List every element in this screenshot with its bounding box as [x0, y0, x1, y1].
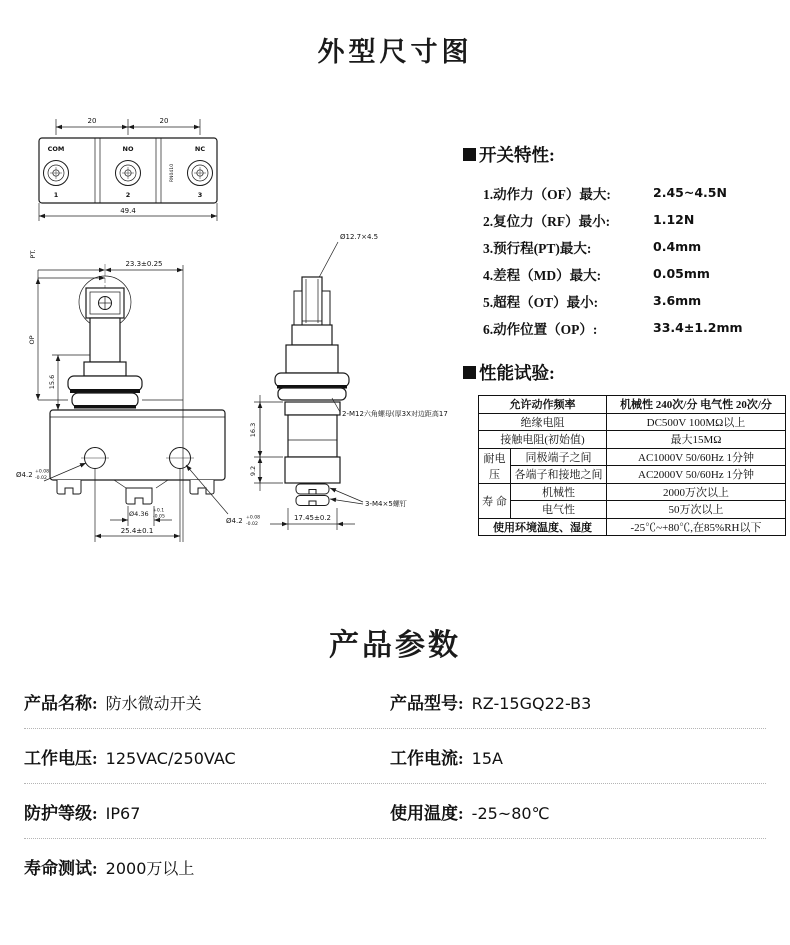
dim-upper-height: 16.3: [249, 422, 257, 438]
table-row: [24, 674, 766, 729]
perf-value: DC500V 100MΩ以上: [607, 413, 786, 431]
front-view-drawing: [240, 225, 475, 545]
page-title: 外型尺寸图: [317, 37, 473, 67]
list-item: [483, 314, 790, 341]
list-item: [483, 287, 790, 314]
param-label: 工作电压:: [24, 748, 98, 768]
table-row: [479, 501, 786, 519]
note-screws: 3-M4×5螺钉: [365, 500, 407, 508]
char-value: 2.45~4.5N: [653, 185, 727, 200]
param-pair: [24, 689, 390, 714]
perf-value: -25℃~+80℃,在85%RH以下: [607, 518, 786, 536]
perf-label: 允许动作频率: [479, 396, 607, 414]
table-row: [479, 396, 786, 414]
perf-group: 耐电压: [479, 448, 511, 483]
table-row: [24, 784, 766, 839]
param-pair: [390, 744, 503, 769]
dim-pitch-left: 20: [87, 117, 97, 125]
side-view-drawing: [10, 236, 268, 548]
perf-value: AC2000V 50/60Hz 1分钟: [607, 466, 786, 484]
char-label: 5.超程（OT）最小:: [483, 294, 599, 310]
parameters-list: [24, 674, 766, 893]
char-label: 6.动作位置（OP）:: [483, 321, 598, 337]
terminal-top-view-drawing: [20, 103, 240, 230]
param-value: -25~80℃: [471, 803, 550, 823]
char-label: 1.动作力（OF）最大:: [483, 186, 611, 202]
terminal-number: 2: [125, 191, 131, 199]
perf-sublabel: 同极端子之间: [511, 448, 607, 466]
perf-value: AC1000V 50/60Hz 1分钟: [607, 448, 786, 466]
perf-sublabel: 各端子和接地之间: [511, 466, 607, 484]
perf-label: 使用环境温度、湿度: [479, 518, 607, 536]
dim-lower-height: 9.2: [249, 465, 257, 477]
characteristics-list: [463, 179, 790, 341]
list-item: [483, 260, 790, 287]
dim-hole-tol-minus: -0.02: [35, 476, 47, 481]
dim-op: OP: [28, 335, 36, 345]
param-value: 防水微动开关: [105, 693, 202, 713]
perf-value: 机械性 240次/分 电气性 20次/分: [607, 396, 786, 414]
parameters-title: 产品参数: [329, 629, 461, 662]
dim-hole2-tol-minus: -0.02: [246, 522, 258, 527]
perf-value: 50万次以上: [607, 501, 786, 519]
terminal-label: NC: [194, 145, 206, 153]
section-bullet-icon: [463, 366, 476, 379]
list-item: [483, 179, 790, 206]
perf-value: 2000万次以上: [607, 483, 786, 501]
table-row: [479, 431, 786, 449]
terminal-number: 3: [197, 191, 203, 199]
perf-value: 最大15MΩ: [607, 431, 786, 449]
char-value: 33.4±1.2mm: [653, 320, 743, 335]
param-label: 使用温度:: [390, 803, 464, 823]
param-pair: [390, 799, 550, 824]
dim-pitch-right: 20: [159, 117, 169, 125]
list-item: [483, 233, 790, 260]
dim-total-width: 49.4: [120, 207, 136, 215]
dim-hole-dia-2: Ø4.2: [226, 517, 243, 525]
table-row: [24, 729, 766, 784]
list-item: [483, 206, 790, 233]
characteristics-title: [463, 142, 790, 167]
perf-sublabel: 机械性: [511, 483, 607, 501]
performance-title: [463, 360, 790, 385]
table-row: [24, 839, 766, 893]
param-pair: [390, 689, 591, 714]
param-label: 防护等级:: [24, 803, 98, 823]
marking-text: RN0410: [170, 163, 175, 183]
char-label: 4.差程（MD）最大:: [483, 267, 602, 283]
table-row: [479, 413, 786, 431]
dim-hole2-tol-plus: +0.08: [246, 515, 261, 521]
terminal-number: 1: [53, 191, 59, 199]
note-hex-nut: 2-M12六角螺母(厚3X对边距高17: [342, 410, 448, 418]
dim-hole-pitch: 25.4±0.1: [120, 527, 154, 535]
char-value: 3.6mm: [653, 293, 702, 308]
param-label: 工作电流:: [390, 748, 464, 768]
param-value: 15A: [471, 748, 503, 768]
char-value: 0.4mm: [653, 239, 702, 254]
dim-op-offset: 23.3±0.25: [125, 260, 163, 268]
param-pair: [24, 744, 390, 769]
characteristics-section: [463, 142, 790, 341]
dim-boss-tol-minus: -0.05: [153, 514, 165, 520]
performance-table: [478, 395, 786, 536]
param-label: 寿命测试:: [24, 858, 98, 878]
param-value: 2000万以上: [105, 858, 195, 878]
perf-sublabel: 电气性: [511, 501, 607, 519]
param-pair: [24, 799, 390, 824]
param-value: 125VAC/250VAC: [105, 748, 236, 768]
dim-pt: PT.: [29, 249, 37, 259]
terminal-label: COM: [47, 145, 65, 153]
param-label: 产品名称:: [24, 693, 98, 713]
characteristics-title-text: 开关特性:: [479, 145, 555, 165]
char-value: 1.12N: [653, 212, 695, 227]
table-row: [479, 518, 786, 536]
char-label: 2.复位力（RF）最小:: [483, 213, 611, 229]
char-label: 3.预行程(PT)最大:: [483, 240, 592, 256]
param-value: RZ-15GQ22-B3: [471, 693, 592, 713]
dim-plunger-dia: Ø12.7×4.5: [340, 233, 379, 241]
perf-label: 接触电阻(初始值): [479, 431, 607, 449]
section-bullet-icon: [463, 148, 476, 161]
table-row: [479, 448, 786, 466]
param-pair: [24, 854, 390, 879]
dim-boss-tol-plus: +0.1: [153, 508, 165, 514]
performance-title-text: 性能试验:: [479, 363, 555, 383]
perf-label: 绝缘电阻: [479, 413, 607, 431]
table-row: [479, 466, 786, 484]
dim-hole-tol-plus: +0.08: [35, 469, 50, 475]
dim-hole-dia: Ø4.2: [16, 471, 33, 479]
table-row: [479, 483, 786, 501]
terminal-label: NO: [122, 145, 134, 153]
performance-section: [463, 360, 790, 536]
dim-flange-height: 15.6: [48, 374, 56, 390]
dim-boss-dia: Ø4.36: [129, 510, 149, 518]
char-value: 0.05mm: [653, 266, 710, 281]
param-label: 产品型号:: [390, 693, 464, 713]
dim-base-width: 17.45±0.2: [293, 514, 332, 522]
param-value: IP67: [105, 803, 141, 823]
perf-group: 寿 命: [479, 483, 511, 518]
